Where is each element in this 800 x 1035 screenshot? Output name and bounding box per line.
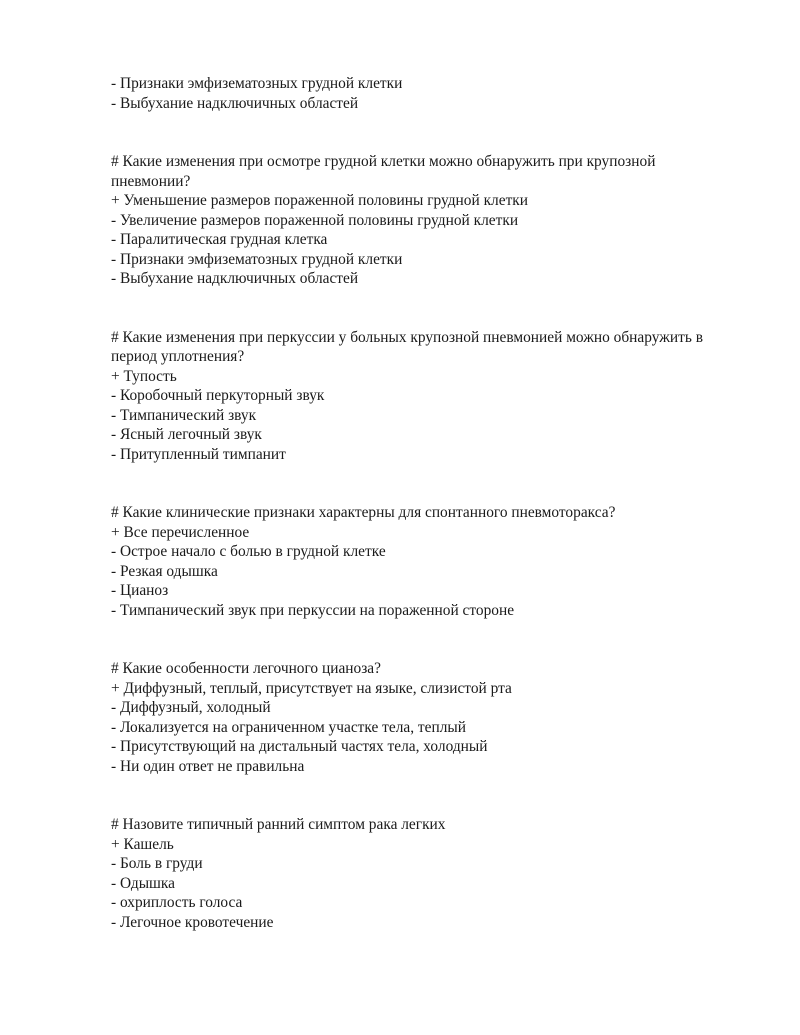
answer-option: - Присутствующий на дистальный частях тела, холодный [111, 738, 488, 755]
answer-option-correct: + Уменьшение размеров пораженной половины грудной клетки [111, 192, 529, 209]
answer-option: - Притупленный тимпанит [111, 445, 286, 463]
answer-option: - Одышка [111, 874, 175, 892]
document-body [111, 74, 731, 932]
answer-option: - Диффузный, холодный [111, 699, 271, 716]
answer-option: - Признаки эмфизематозных грудной клетки [111, 250, 403, 268]
question-text: # Назовите типичный ранний симптом рака легких [111, 816, 446, 833]
answer-option-correct: + Тупость [111, 367, 177, 385]
answer-option: - Боль в груди [111, 855, 203, 872]
answer-option: - охриплость голоса [111, 894, 243, 911]
answer-option: - Выбухание надключичных областей [111, 94, 359, 112]
answer-option: - Увеличение размеров пораженной половины грудной клетки [111, 211, 519, 229]
answer-option: - Резкая одышка [111, 562, 218, 580]
answer-option-correct: + Все перечисленное [111, 523, 250, 541]
answer-option: - Острое начало с болью в грудной клетке [111, 543, 386, 560]
answer-option: - Легочное кровотечение [111, 913, 274, 931]
answer-option: - Тимпанический звук при перкуссии на пораженной стороне [111, 601, 515, 619]
answer-option: - Выбухание надключичных областей [111, 270, 359, 287]
answer-option: - Ясный легочный звук [111, 426, 262, 443]
question-block-2 [111, 328, 731, 465]
question-text: # Какие клинические признаки характерны для спонтанного пневмоторакса? [111, 504, 616, 521]
answer-option: - Паралитическая грудная клетка [111, 231, 328, 248]
question-text: # Какие изменения при осмотре грудной клетки можно обнаружить при крупозной пневмонии? [111, 153, 656, 190]
continued-answer-list [111, 74, 731, 113]
question-block-3 [111, 503, 731, 620]
answer-option-correct: + Диффузный, теплый, присутствует на языке, слизистой рта [111, 679, 512, 697]
answer-option: - Ни один ответ не правильна [111, 757, 305, 775]
answer-option: - Локализуется на ограниченном участке тела, теплый [111, 718, 466, 736]
answer-option: - Коробочный перкуторный звук [111, 387, 325, 404]
answer-option-correct: + Кашель [111, 835, 174, 853]
question-block-4 [111, 659, 731, 776]
question-text: # Какие особенности легочного цианоза? [111, 660, 381, 677]
answer-option: - Признаки эмфизематозных грудной клетки [111, 75, 403, 92]
question-text: # Какие изменения при перкуссии у больных крупозной пневмонией можно обнаружить в период уплотнения? [111, 328, 703, 365]
question-block-1 [111, 152, 731, 289]
question-block-5 [111, 815, 731, 932]
answer-option: - Цианоз [111, 582, 169, 599]
answer-option: - Тимпанический звук [111, 406, 257, 424]
